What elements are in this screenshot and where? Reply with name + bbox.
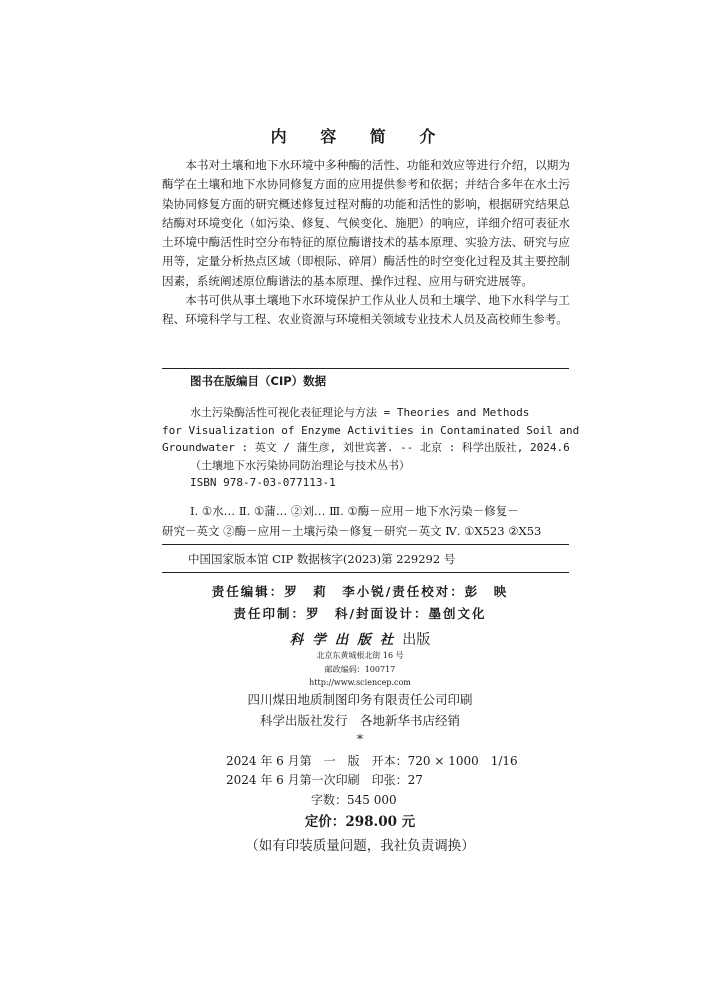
- cip-record: [162, 404, 582, 492]
- edition-line: 2024 年 6 月第 一 版 开本：720 × 1000 1/16: [226, 754, 518, 768]
- printing-line: 2024 年 6 月第一次印刷 印张：27: [226, 773, 423, 787]
- separator-asterisk: *: [356, 731, 364, 746]
- divider-bottom: [162, 572, 569, 573]
- editor-credits: [0, 582, 720, 600]
- publisher-suffix: 出版: [402, 632, 431, 648]
- summary-paragraph: 本书可供从事土壤地下水环境保护工作从业人员和土壤学、地下水科学与工程、环境科学与工程、农业资源与环境相关领域专业技术人员及高校师生参考。: [162, 293, 570, 327]
- editor-names: 罗 莉 李小锐: [284, 584, 386, 599]
- publisher-logo: 科学出版社: [289, 632, 403, 648]
- publisher-url: http://www.sciencep.com: [309, 678, 411, 687]
- cip-line: for Visualization of Enzyme Activities in Contaminated Soil and: [162, 423, 580, 437]
- cip-line: 水土污染酶活性可视化表征理论与方法 = Theories and Methods: [190, 406, 530, 419]
- print-manager-label: 责任印制：: [233, 606, 306, 621]
- editor-label: 责任编辑：: [211, 584, 285, 599]
- proofreader-label: /责任校对：: [385, 584, 465, 599]
- publisher-address: 北京东黄城根北街 16 号: [316, 651, 404, 660]
- cip-class-line: 研究－英文 ②酶－应用－土壤污染－修复－研究－英文 Ⅳ. ①X523 ②X53: [162, 524, 542, 538]
- cip-line: ISBN 978-7-03-077113-1: [190, 476, 336, 489]
- quality-notice: （如有印装质量问题，我社负责调换）: [245, 838, 475, 854]
- distribution-line: 科学出版社发行 各地新华书店经销: [259, 713, 460, 728]
- cip-check-number: 中国国家版本馆 CIP 数据核字(2023)第 229292 号: [188, 552, 456, 566]
- price-line: [0, 810, 720, 830]
- cip-class-line: Ⅰ. ①水… Ⅱ. ①蒲… ②刘… Ⅲ. ①酶－应用－地下水污染－修复－: [190, 504, 519, 518]
- print-manager-name: 罗 科: [305, 606, 350, 621]
- publisher-postcode: 邮政编码：100717: [324, 665, 396, 674]
- publisher-line: [0, 628, 720, 649]
- production-credits: [0, 604, 720, 622]
- price-label: 定价：: [304, 814, 346, 830]
- divider-top: [162, 368, 569, 369]
- word-count: 字数：545 000: [311, 793, 397, 807]
- cover-design-label: /封面设计：: [349, 606, 429, 621]
- summary-section: [162, 156, 570, 330]
- price-value: 298.00 元: [345, 814, 416, 830]
- cip-classification: [162, 501, 582, 541]
- cip-line: （土壤地下水污染协同防治理论与技术丛书）: [190, 458, 410, 472]
- printer-line: 四川煤田地质制图印务有限责任公司印刷: [247, 692, 473, 707]
- cover-designer: 墨创文化: [428, 606, 487, 621]
- cip-title: 图书在版编目（CIP）数据: [190, 374, 327, 388]
- page-title: 内 容 简 介: [270, 127, 450, 146]
- summary-paragraph: 本书对土壤和地下水环境中多种酶的活性、功能和效应等进行介绍，以期为酶学在土壤和地下水协同修复方面的应用提供参考和依据；并结合多年在水土污染协同修复方面的研究概述修复过程对酶的功能和活性的影响，根据研究结果总结酶对环境变化（如污染、修复、气候变化、施肥）的响应，详细介绍可表征水土环境中酶活性时空分布特征的原位酶谱技术的基本原理、实验方法、研究与应用等，定量分析热点区域（即根际、碎屑）酶活性的时空变化过程及其主要控制因素，系统阐述原位酶谱法的基本原理、操作过程、应用与研究进展等。: [162, 158, 570, 288]
- cip-line: Groundwater : 英文 / 蒲生彦, 刘世宾著. -- 北京 : 科学出版社, 2024.6: [162, 441, 570, 454]
- proofreader-name: 彭 映: [464, 584, 509, 599]
- divider-middle: [162, 544, 569, 545]
